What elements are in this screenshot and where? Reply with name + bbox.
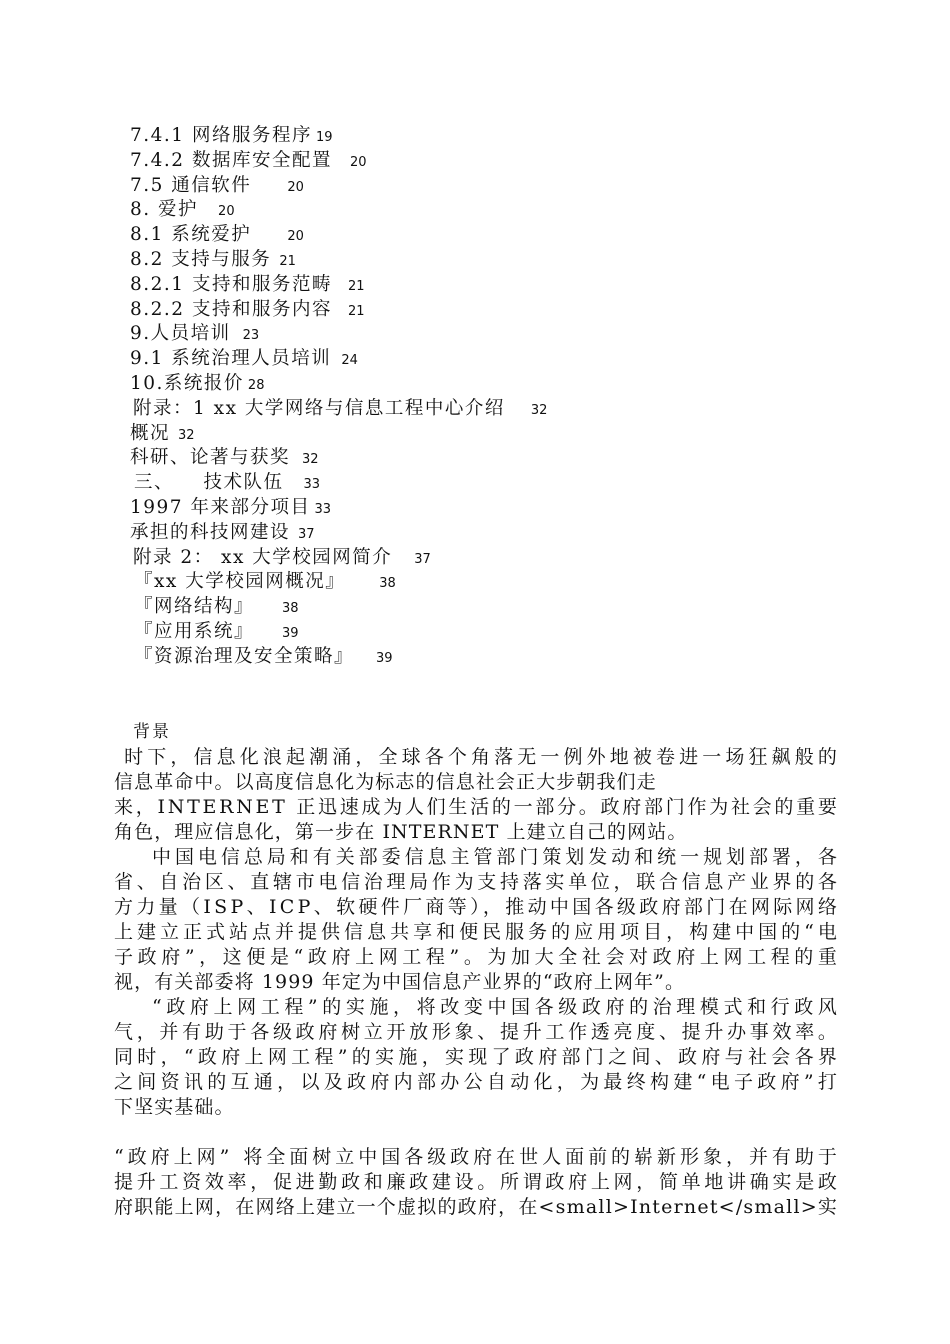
toc-entry[interactable]	[130, 521, 830, 546]
toc-entry-title: 8.2.2 支持和服务内容	[130, 298, 332, 320]
toc-entry-title: 承担的科技网建设	[130, 521, 291, 543]
table-of-contents	[130, 124, 830, 670]
paragraph-line: 角色，理应信息化，第一步在 INTERNET 上建立自己的网站。	[114, 821, 688, 843]
toc-entry[interactable]	[130, 298, 830, 323]
toc-entry[interactable]	[130, 347, 830, 372]
paragraph-line: 同时，“政府上网工程”的实施，实现了政府部门之间、政府与社会各界	[114, 1046, 842, 1068]
toc-entry-page-number: 19	[315, 130, 333, 145]
toc-entry-title: 8.1 系统爱护	[130, 224, 252, 246]
toc-entry-page-number: 33	[303, 477, 321, 493]
toc-entry-page-number: 32	[178, 427, 195, 443]
toc-entry[interactable]	[130, 546, 830, 571]
toc-entry-page-number: 38	[282, 601, 299, 617]
blank-line	[114, 1120, 838, 1145]
toc-entry-page-number: 32	[530, 402, 548, 418]
toc-entry-page-number: 20	[218, 204, 235, 220]
toc-entry-page-number: 21	[347, 278, 365, 294]
toc-entry[interactable]	[130, 174, 830, 199]
paragraph-line: 信息革命中。以高度信息化为标志的信息社会正大步朝我们走	[114, 771, 657, 793]
paragraph-line: 下坚实基础。	[114, 1096, 235, 1118]
toc-entry-title: 7.5 通信软件	[130, 174, 252, 196]
toc-entry-page-number: 20	[349, 154, 367, 170]
toc-entry-title: 附录：1 xx 大学网络与信息工程中心介绍	[133, 397, 505, 419]
toc-entry[interactable]	[130, 496, 830, 521]
paragraph-line: 来，INTERNET 正迅速成为人们生活的一部分。政府部门作为社会的重要	[114, 796, 840, 818]
paragraph-line: “政府上网” 将全面树立中国各级政府在世人面前的崭新形象，并有助于	[114, 1146, 841, 1168]
paragraph-line: “政府上网工程”的实施，将改变中国各级政府的治理模式和行政风	[152, 996, 842, 1018]
toc-entry-page-number: 23	[242, 328, 260, 344]
toc-entry-page-number: 24	[341, 353, 358, 369]
paragraph-line: 省、自治区、直辖市电信治理局作为支持落实单位，联合信息产业界的各	[114, 871, 841, 893]
toc-entry-title: 『资源治理及安全策略』	[134, 645, 355, 667]
toc-entry-page-number: 32	[302, 452, 319, 468]
toc-entry[interactable]	[130, 471, 830, 496]
toc-entry-page-number: 38	[379, 576, 396, 592]
toc-entry[interactable]	[130, 422, 830, 447]
toc-entry[interactable]	[130, 248, 830, 273]
toc-entry-page-number: 21	[347, 303, 365, 319]
paragraph-line: 府职能上网，在网络上建立一个虚拟的政府，在<small>Internet</small>实	[114, 1196, 839, 1218]
toc-entry-page-number: 39	[282, 625, 299, 641]
toc-entry-title: 三、 技术队伍	[134, 472, 284, 494]
toc-entry-title: 『应用系统』	[134, 620, 255, 642]
paragraph-line: 提升工资效率，促进勤政和廉政建设。所谓政府上网，简单地讲确实是政	[114, 1171, 841, 1193]
body-paragraphs	[114, 745, 842, 1220]
paragraph-line: 之间资讯的互通，以及政府内部办公自动化，为最终构建“电子政府”打	[114, 1071, 842, 1093]
toc-entry-title: 附录 2： xx 大学校园网简介	[133, 546, 393, 568]
toc-entry[interactable]	[130, 223, 830, 248]
toc-entry-title: 9.人员培训	[130, 323, 231, 345]
toc-entry[interactable]	[130, 397, 830, 422]
paragraph-line: 中国电信总局和有关部委信息主管部门策划发动和统一规划部署，各	[152, 846, 841, 868]
paragraph-line: 上建立正式站点并提供信息共享和便民服务的应用项目，构建中国的“电	[114, 921, 841, 943]
toc-entry-title: 『xx 大学校园网概况』	[134, 571, 346, 593]
toc-entry-page-number: 21	[279, 253, 296, 269]
toc-entry-title: 概况	[130, 422, 171, 444]
toc-entry-page-number: 37	[298, 526, 315, 542]
toc-entry-title: 7.4.2 数据库安全配置	[130, 149, 332, 171]
toc-entry[interactable]	[130, 149, 830, 174]
section-heading: 背景	[133, 722, 171, 742]
toc-entry-page-number: 20	[287, 179, 304, 195]
toc-entry[interactable]	[130, 372, 830, 397]
toc-entry-page-number: 28	[247, 377, 265, 393]
paragraph-line: 时下，信息化浪起潮涌，全球各个角落无一例外地被卷进一场狂飙般的	[114, 746, 842, 768]
toc-entry-title: 1997 年来部分项目	[130, 496, 311, 518]
document-body	[114, 720, 842, 1220]
toc-entry-title: 8.2 支持与服务	[130, 248, 272, 270]
toc-entry-title: 9.1 系统治理人员培训	[130, 348, 332, 370]
toc-entry-page-number: 37	[414, 551, 431, 567]
paragraph-line: 视，有关部委将 1999 年定为中国信息产业界的“政府上网年”。	[114, 971, 686, 993]
toc-entry-page-number: 33	[314, 501, 332, 517]
toc-entry[interactable]	[130, 446, 830, 471]
toc-entry[interactable]	[130, 595, 830, 620]
toc-entry[interactable]	[130, 645, 830, 670]
toc-entry[interactable]	[130, 620, 830, 645]
toc-entry-title: 『网络结构』	[134, 596, 255, 618]
toc-entry-title: 科研、论著与获奖	[130, 447, 291, 469]
toc-entry[interactable]	[130, 198, 830, 223]
toc-entry-title: 8. 爱护	[130, 199, 199, 221]
toc-entry-title: 8.2.1 支持和服务范畴	[130, 273, 332, 295]
toc-entry-title: 7.4.1 网络服务程序	[130, 125, 312, 146]
paragraph-line: 方力量（ISP、ICP、软硬件厂商等），推动中国各级政府部门在网际网络	[114, 896, 841, 918]
toc-entry-title: 10.系统报价	[130, 372, 244, 394]
toc-entry[interactable]	[130, 570, 830, 595]
toc-entry[interactable]	[130, 124, 830, 149]
toc-entry[interactable]	[130, 273, 830, 298]
toc-entry[interactable]	[130, 322, 830, 347]
toc-entry-page-number: 20	[287, 229, 304, 245]
toc-entry-page-number: 39	[376, 650, 393, 666]
paragraph-line: 气，并有助于各级政府树立开放形象、提升工作透亮度、提升办事效率。	[114, 1021, 841, 1043]
paragraph-line: 子政府”，这便是“政府上网工程”。为加大全社会对政府上网工程的重	[114, 946, 842, 968]
